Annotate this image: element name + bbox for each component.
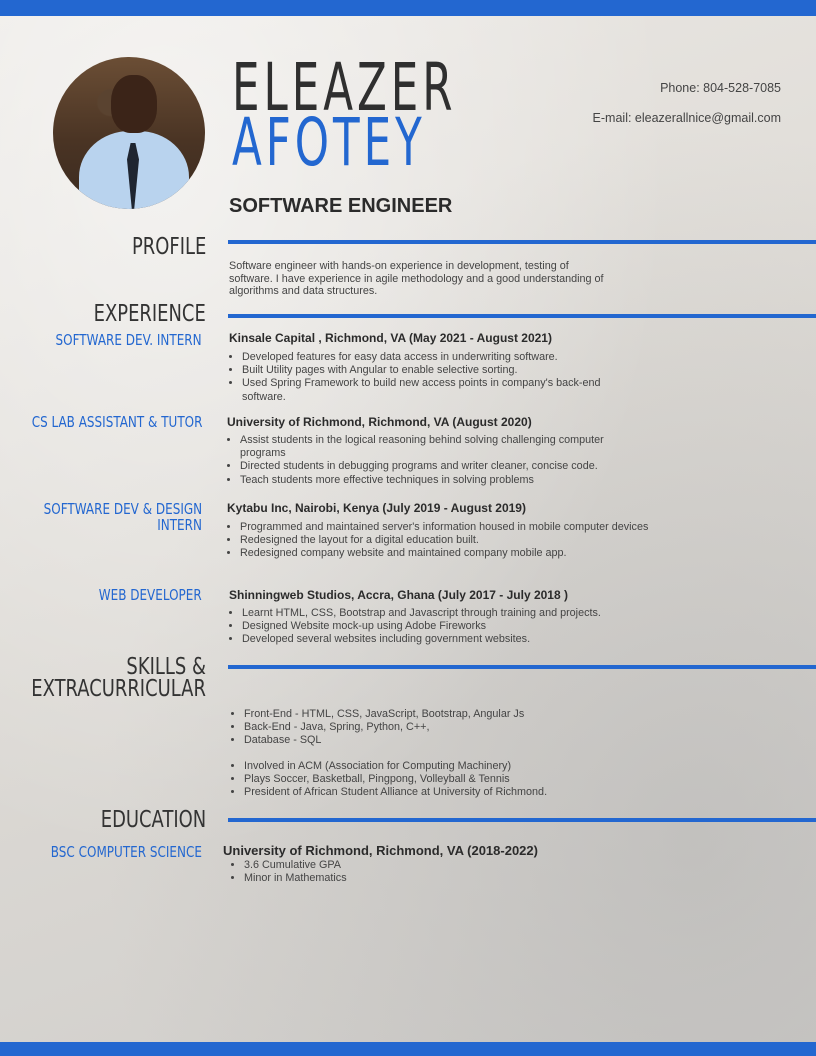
list-item: • Assist students in the logical reasoning behind solving challenging computer programs bbox=[240, 434, 650, 460]
list-item: • Developed features for easy data access in underwriting software. bbox=[242, 351, 642, 364]
list-item: • Developed several websites including government websites. bbox=[242, 633, 662, 646]
profile-text: Software engineer with hands-on experience in development, testing of software. I have experience in agile methodology and a good understanding of algorithms and data structures. bbox=[229, 260, 604, 298]
job-bullets-3 bbox=[227, 521, 660, 561]
list-item: • Used Spring Framework to build new access points in company's back-end software. bbox=[242, 377, 642, 403]
experience-heading: EXPERIENCE bbox=[93, 301, 206, 327]
job-bullets-4 bbox=[229, 607, 662, 647]
list-item: • Front-End - HTML, CSS, JavaScript, Bootstrap, Angular Js bbox=[244, 708, 664, 721]
job-company-2: University of Richmond, Richmond, VA (August 2020) bbox=[227, 415, 532, 429]
photo-face bbox=[111, 75, 157, 133]
list-item: • 3.6 Cumulative GPA bbox=[244, 859, 544, 872]
school-name: University of Richmond, Richmond, VA (2018-2022) bbox=[223, 843, 538, 858]
job-role-1: SOFTWARE DEV. INTERN bbox=[55, 331, 202, 349]
list-item: • Involved in ACM (Association for Computing Machinery) bbox=[244, 760, 664, 773]
skills-heading-line-2: EXTRACURRICULAR bbox=[31, 676, 206, 702]
list-item: • Back-End - Java, Spring, Python, C++, bbox=[244, 721, 664, 734]
skills-heading-line-1: SKILLS & bbox=[126, 654, 206, 680]
phone-number: Phone: 804-528-7085 bbox=[660, 81, 781, 95]
job-bullets-1 bbox=[229, 351, 642, 404]
list-item: • Plays Soccer, Basketball, Pingpong, Volleyball & Tennis bbox=[244, 773, 664, 786]
list-item: • President of African Student Alliance at University of Richmond. bbox=[244, 786, 664, 799]
job-role-3-line-2: INTERN bbox=[157, 516, 202, 534]
list-item: • Database - SQL bbox=[244, 734, 664, 747]
experience-divider bbox=[228, 314, 816, 318]
education-heading: EDUCATION bbox=[100, 807, 206, 833]
first-name: ELEAZER bbox=[232, 49, 457, 126]
technical-skills-list bbox=[231, 708, 664, 748]
list-item: • Built Utility pages with Angular to enable selective sorting. bbox=[242, 364, 642, 377]
extracurricular-list bbox=[231, 760, 664, 800]
bottom-accent-bar bbox=[0, 1042, 816, 1056]
top-accent-bar bbox=[0, 0, 816, 16]
degree-title: BSC COMPUTER SCIENCE bbox=[50, 843, 202, 861]
list-item: • Designed Website mock-up using Adobe Fireworks bbox=[242, 620, 662, 633]
job-company-1: Kinsale Capital , Richmond, VA (May 2021 - August 2021) bbox=[229, 331, 552, 345]
job-company-3: Kytabu Inc, Nairobi, Kenya (July 2019 - August 2019) bbox=[227, 501, 526, 515]
profile-photo bbox=[53, 57, 205, 209]
list-item: • Redesigned the layout for a digital education built. bbox=[240, 534, 660, 547]
education-divider bbox=[228, 818, 816, 822]
job-role-2: CS LAB ASSISTANT & TUTOR bbox=[31, 413, 202, 431]
job-role-3-line-1: SOFTWARE DEV & DESIGN bbox=[43, 500, 202, 518]
job-bullets-2 bbox=[227, 434, 650, 487]
skills-divider bbox=[228, 665, 816, 669]
list-item: • Redesigned company website and maintained company mobile app. bbox=[240, 547, 660, 560]
job-company-4: Shinningweb Studios, Accra, Ghana (July 2017 - July 2018 ) bbox=[229, 588, 568, 602]
list-item: • Minor in Mathematics bbox=[244, 872, 544, 885]
list-item: • Directed students in debugging programs and writer cleaner, concise code. bbox=[240, 460, 650, 473]
list-item: • Teach students more effective techniques in solving problems bbox=[240, 474, 650, 487]
list-item: • Programmed and maintained server's information housed in mobile computer devices bbox=[240, 521, 660, 534]
education-bullets bbox=[231, 859, 544, 885]
last-name: AFOTEY bbox=[232, 104, 426, 181]
profile-divider bbox=[228, 240, 816, 244]
profile-heading: PROFILE bbox=[131, 234, 206, 260]
job-title: SOFTWARE ENGINEER bbox=[229, 195, 453, 217]
job-role-4: WEB DEVELOPER bbox=[99, 586, 202, 604]
email-address: E-mail: eleazerallnice@gmail.com bbox=[592, 111, 781, 125]
list-item: • Learnt HTML, CSS, Bootstrap and Javascript through training and projects. bbox=[242, 607, 662, 620]
